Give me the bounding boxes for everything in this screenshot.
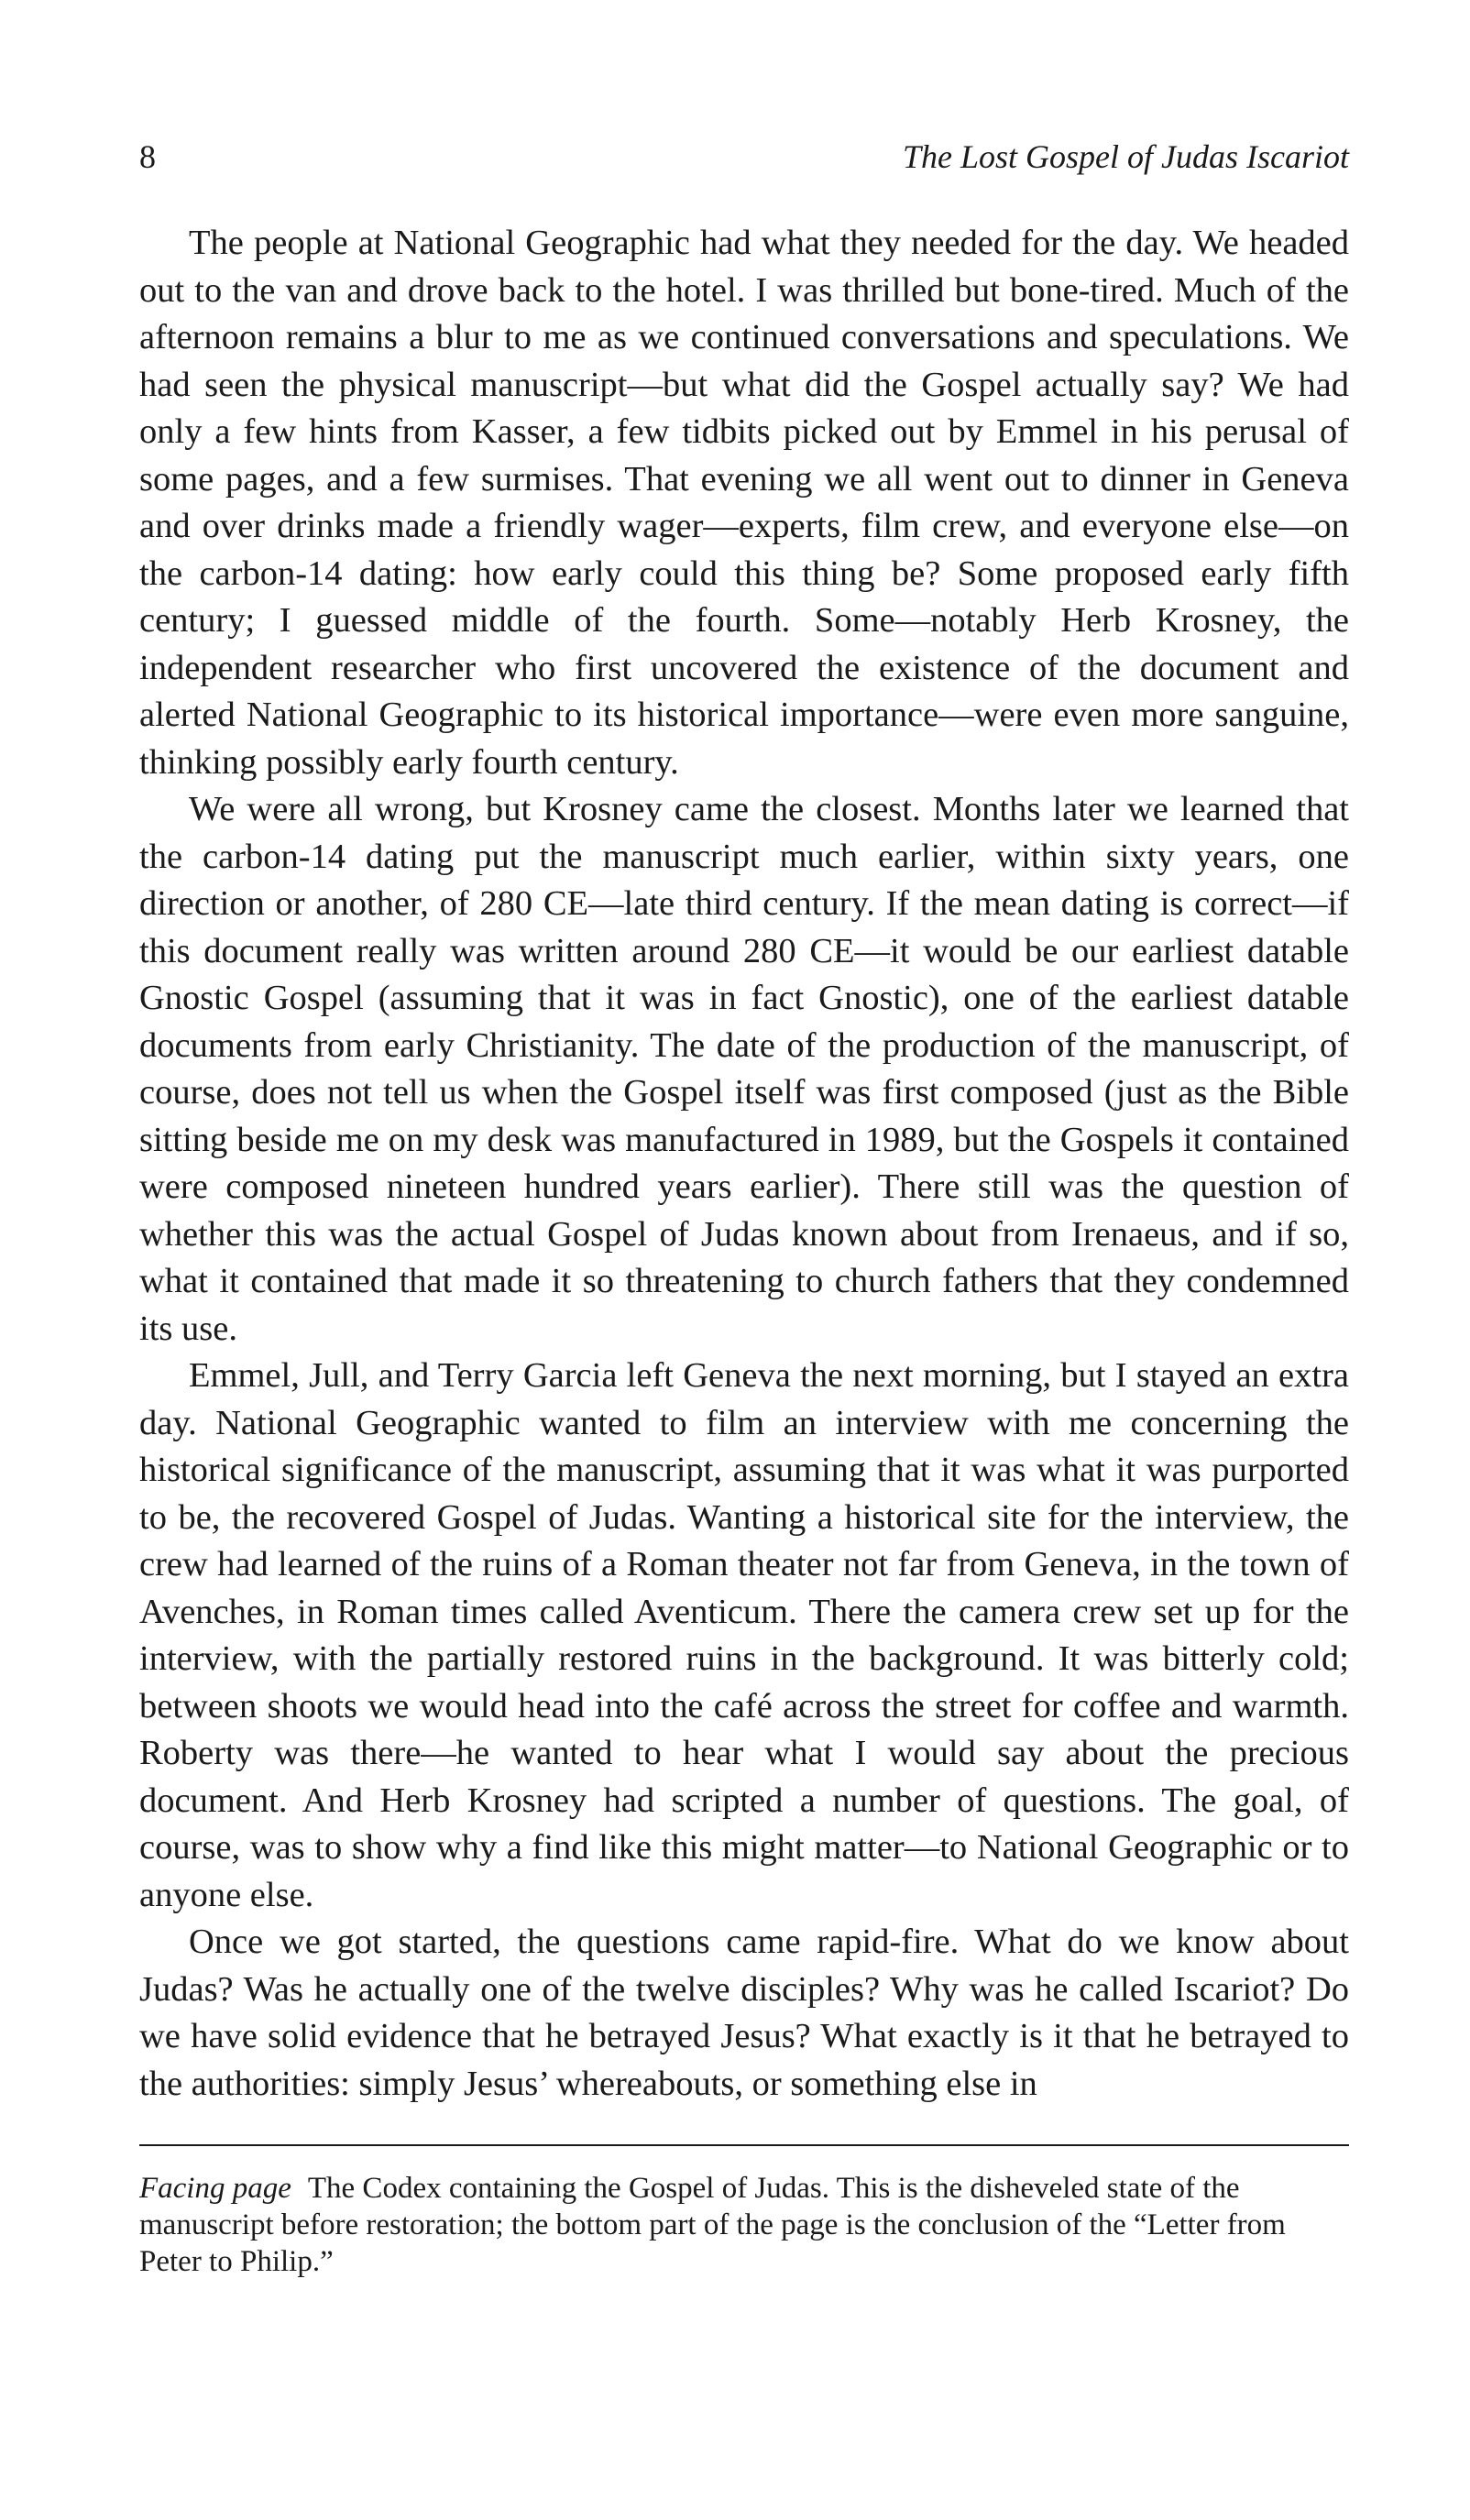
paragraph: We were all wrong, but Krosney came the closest. Months later we learned that the carbon-14 dating put the manuscript much earlier, within sixty years, one direction or another, of 280 CE—late third century. If the mean dating is correct—if this document really was written around 280 CE—it would be our earliest datable Gnostic Gospel (assuming that it was in fact Gnostic), one of the earliest datable documents from early Christianity. The date of the production of the manuscript, of course, does not tell us when the Gospel itself was first composed (just as the Bible sitting beside me on my desk was manufactured in 1989, but the Gospels it contained were composed nineteen hundred years earlier). There still was the question of whether this was the actual Gospel of Judas known about from Irenaeus, and if so, what it contained that made it so threatening to church fathers that they condemned its use.	[139, 790, 1349, 1348]
caption-label: Facing page	[139, 2172, 291, 2205]
body-text	[139, 220, 1349, 2108]
paragraph: Emmel, Jull, and Terry Garcia left Geneva the next morning, but I stayed an extra day. National Geographic wanted to film an interview with me concerning the historical significance of the manuscript, assuming that it was what it was purported to be, the recovered Gospel of Judas. Wanting a historical site for the interview, the crew had learned of the ruins of a Roman theater not far from Geneva, in the town of Avenches, in Roman times called Aventicum. There the camera crew set up for the interview, with the partially restored ruins in the background. It was bitterly cold; between shoots we would head into the café across the street for coffee and warmth. Roberty was there—he wanted to hear what I would say about the precious document. And Herb Krosney had scripted a number of questions. The goal, of course, was to show why a find like this might matter—to National Geographic or to anyone else.	[139, 1356, 1349, 1914]
footnote-divider	[139, 2144, 1349, 2146]
caption-text: The Codex containing the Gospel of Judas. This is the disheveled state of the manuscript before restoration; the bottom part of the page is the conclusion of the “Letter from Peter to Philip.”	[139, 2172, 1286, 2278]
figure-caption-note	[139, 2170, 1294, 2280]
page-number: 8	[139, 138, 156, 175]
book-page	[139, 0, 1349, 2520]
paragraph: Once we got started, the questions came rapid-fire. What do we know about Judas? Was he actually one of the twelve disciples? Why was he called Iscariot? Do we have solid evidence that he betrayed Jesus? What exactly is it that he betrayed to the authorities: simply Jesus’ whereabouts, or something else in	[139, 1923, 1349, 2103]
paragraph: The people at National Geographic had what they needed for the day. We headed out to the van and drove back to the hotel. I was thrilled but bone-tired. Much of the afternoon remains a blur to me as we continued conversations and speculations. We had seen the physical manuscript—but what did the Gospel actually say? We had only a few hints from Kasser, a few tidbits picked out by Emmel in his perusal of some pages, and a few surmises. That evening we all went out to dinner in Geneva and over drinks made a friendly wager—experts, film crew, and everyone else—on the carbon-14 dating: how early could this thing be? Some proposed early fifth century; I guessed middle of the fourth. Some—notably Herb Krosney, the independent researcher who first uncovered the existence of the document and alerted National Geographic to its historical importance—were even more sanguine, thinking possibly early fourth century.	[139, 224, 1349, 782]
running-head	[139, 136, 1349, 178]
running-title: The Lost Gospel of Judas Iscariot	[902, 138, 1349, 175]
